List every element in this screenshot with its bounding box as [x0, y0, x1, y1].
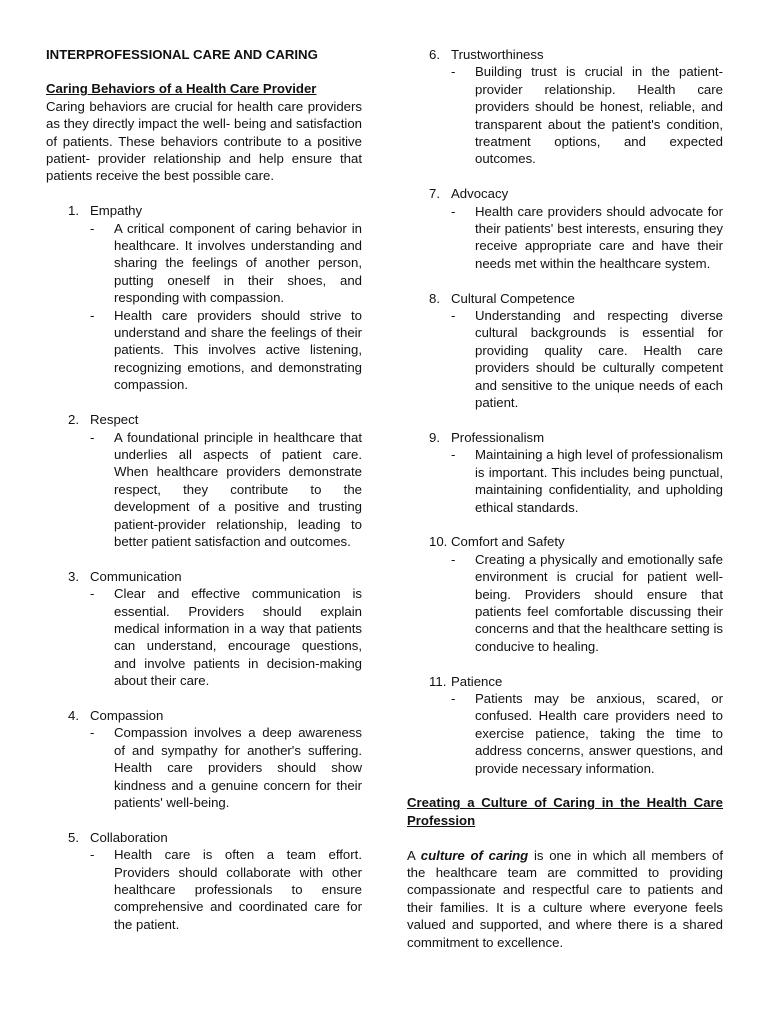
caring-behaviors-list-right	[407, 46, 723, 777]
bullet-text: Health care providers should strive to understand and share the feelings of their patients. This involves active listening, recognizing emotions, and demonstrating compassion.	[114, 307, 362, 393]
bullet-item	[407, 690, 723, 777]
list-item-professionalism	[407, 429, 723, 516]
bullet-text: Health care providers should advocate for their patients' best interests, ensuring they receive appropriate care and have their needs met within the healthcare system.	[475, 203, 723, 271]
item-number: 5.	[68, 829, 79, 845]
intro-paragraph: Caring behaviors are crucial for health care providers as they directly impact the well- being and satisfaction of patients. These behaviors contribute to a positive patient- provider relationship and help ensure that patients receive the best possible care.	[46, 98, 362, 184]
bullet-text: A foundational principle in healthcare that underlies all aspects of patient care. When healthcare providers demonstrate respect, they contribute to the development of a positive and trusting patient-provider relationship, leading to better patient satisfaction and outcomes.	[114, 429, 362, 549]
bullet-text: Creating a physically and emotionally safe environment is crucial for patient well-being. Providers should ensure that patients feel comfortable discussing their concerns and that the healthcare setting is conducive to healing.	[475, 551, 723, 654]
item-title	[46, 411, 362, 428]
list-item-communication	[46, 568, 362, 690]
item-title-text: Patience	[451, 673, 503, 689]
list-item-compassion	[46, 707, 362, 811]
right-column	[407, 46, 723, 951]
item-title	[407, 290, 723, 307]
item-title	[407, 46, 723, 63]
item-title-text: Cultural Competence	[451, 290, 575, 306]
list-item-collaboration	[46, 829, 362, 933]
bullet-list	[46, 429, 362, 551]
item-title-text: Comfort and Safety	[451, 534, 565, 550]
item-number: 4.	[68, 707, 79, 723]
list-item-cultural-competence	[407, 290, 723, 412]
item-title-text: Communication	[90, 568, 182, 584]
item-number: 10.	[429, 534, 448, 550]
bullet-item	[46, 429, 362, 551]
bullet-text: Understanding and respecting diverse cultural backgrounds is essential for providing quality care. Health care providers should be culturally competent and sensitive to the unique needs of each patient.	[475, 308, 723, 411]
item-number: 11.	[429, 673, 447, 689]
bullet-dash: -	[90, 586, 95, 602]
bullet-dash: -	[451, 203, 456, 219]
item-title	[46, 568, 362, 585]
bullet-item	[407, 307, 723, 411]
culture-of-caring-term: culture of caring	[420, 847, 529, 863]
item-title-text: Respect	[90, 412, 139, 428]
bullet-item	[46, 846, 362, 933]
bullet-dash: -	[451, 551, 456, 567]
bullet-dash: -	[451, 308, 456, 324]
item-title-text: Empathy	[90, 203, 143, 219]
item-title-text: Trustworthiness	[451, 47, 544, 62]
item-number: 8.	[429, 290, 440, 306]
list-item-patience	[407, 673, 723, 777]
bullet-item	[46, 220, 362, 307]
bullet-item	[46, 724, 362, 811]
bullet-list	[407, 446, 723, 516]
item-number: 9.	[429, 429, 440, 445]
culture-paragraph	[407, 847, 723, 951]
item-title	[46, 202, 362, 219]
bullet-list	[407, 551, 723, 655]
item-title	[407, 429, 723, 446]
item-number: 7.	[429, 186, 440, 202]
document-title: INTERPROFESSIONAL CARE AND CARING	[46, 47, 318, 62]
item-number: 1.	[68, 203, 79, 219]
bullet-item	[407, 63, 723, 167]
bullet-dash: -	[451, 447, 456, 463]
bullet-list	[407, 690, 723, 777]
bullet-list	[407, 307, 723, 411]
list-item-respect	[46, 411, 362, 550]
item-title	[407, 673, 723, 690]
item-number: 2.	[68, 412, 79, 428]
item-title	[407, 533, 723, 550]
bullet-list	[46, 846, 362, 933]
bullet-list	[46, 724, 362, 811]
bullet-item	[46, 585, 362, 689]
item-title	[46, 829, 362, 846]
caring-behaviors-list-left	[46, 202, 362, 933]
item-title-text: Professionalism	[451, 429, 545, 445]
bullet-text: Compassion involves a deep awareness of and sympathy for another's suffering. Health care providers should show kindness and a genuine concern for their patients' well-being.	[114, 725, 362, 810]
item-title	[46, 707, 362, 724]
bullet-item	[407, 203, 723, 273]
section-heading-culture-of-caring: Creating a Culture of Caring in the Health Care Profession	[407, 795, 723, 828]
bullet-dash: -	[90, 429, 95, 445]
item-title-text: Collaboration	[90, 829, 168, 845]
bullet-text: Building trust is crucial in the patient-provider relationship. Health care providers should be honest, reliable, and transparent about the patient's condition, treatment options, and expected outcomes.	[475, 64, 723, 167]
bullet-dash: -	[90, 307, 95, 323]
bullet-list	[407, 203, 723, 273]
item-title-text: Compassion	[90, 707, 164, 723]
section-heading-caring-behaviors: Caring Behaviors of a Health Care Provider	[46, 81, 317, 97]
bullet-item	[46, 307, 362, 394]
bullet-text: Health care is often a team effort. Providers should collaborate with other healthcare professionals to ensure comprehensive and coordinated care for the patient.	[114, 847, 362, 932]
bullet-text: Clear and effective communication is essential. Providers should explain medical information in a way that patients can understand, encourage questions, and involve patients in decision-making about their care.	[114, 586, 362, 689]
bullet-list	[46, 585, 362, 689]
bullet-dash: -	[90, 220, 95, 236]
culture-paragraph-rest: is one in which all members of the healthcare team are committed to providing compassionate and respectful care to patients and their families. It is a culture where everyone feels valued and supported, and where there is a shared commitment to excellence.	[407, 847, 723, 950]
bullet-dash: -	[90, 847, 95, 863]
list-item-trustworthiness	[407, 46, 723, 168]
bullet-dash: -	[451, 64, 456, 80]
list-item-advocacy	[407, 185, 723, 272]
bullet-item	[407, 446, 723, 516]
list-item-comfort-and-safety	[407, 533, 723, 655]
item-number: 6.	[429, 47, 440, 62]
list-item-empathy	[46, 202, 362, 393]
bullet-text: Patients may be anxious, scared, or confused. Health care providers need to exercise patience, taking the time to address concerns, answer questions, and provide necessary information.	[475, 690, 723, 776]
bullet-text: A critical component of caring behavior in healthcare. It involves understanding and sharing the feelings of another person, putting oneself in their shoes, and responding with compassion.	[114, 220, 362, 306]
item-number: 3.	[68, 568, 79, 584]
bullet-list	[407, 63, 723, 167]
left-column	[46, 46, 362, 933]
bullet-text: Maintaining a high level of professionalism is important. This includes being punctual, maintaining confidentiality, and upholding ethical standards.	[475, 447, 723, 515]
bullet-dash: -	[451, 690, 456, 706]
bullet-list	[46, 220, 362, 394]
item-title	[407, 185, 723, 202]
item-title-text: Advocacy	[451, 186, 509, 202]
bullet-dash: -	[90, 725, 95, 741]
culture-paragraph-prefix: A	[407, 847, 421, 863]
bullet-item	[407, 551, 723, 655]
